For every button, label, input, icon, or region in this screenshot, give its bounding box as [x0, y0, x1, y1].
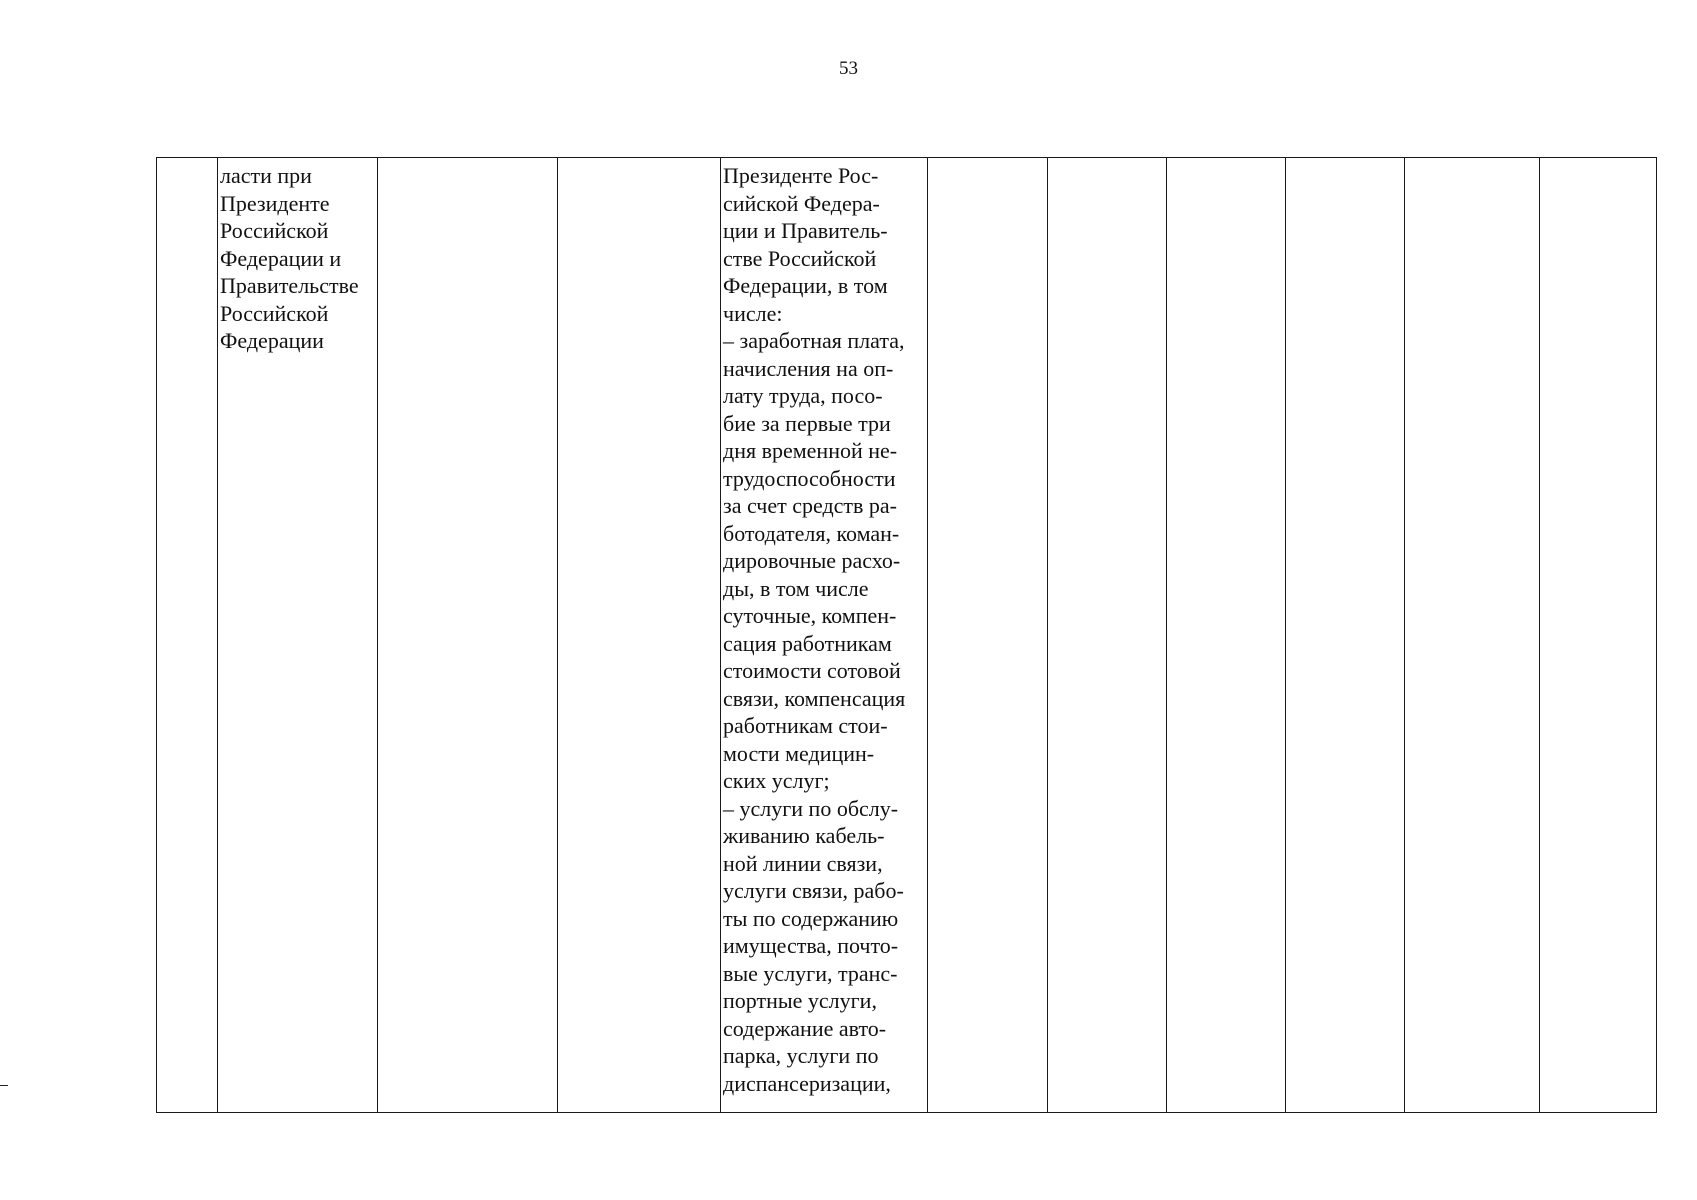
table-cell-col-4 — [558, 158, 721, 1113]
table-cell-col-9 — [1286, 158, 1405, 1113]
table-row — [157, 158, 1657, 1113]
table-cell-col-3 — [378, 158, 558, 1113]
budget-table — [156, 157, 1657, 1113]
table-cell-col-7 — [1048, 158, 1167, 1113]
table-cell-col-6 — [928, 158, 1048, 1113]
table-cell-col-1 — [157, 158, 218, 1113]
table-cell-col-10 — [1405, 158, 1540, 1113]
table-cell-col-11 — [1540, 158, 1657, 1113]
expense-description-text: Президенте Рос- сийской Федера- ции и Правитель- стве Российской Федерации, в том числе: – заработная плата, начисления на оп- лату труда, посо- бие за первые три дня временной не- трудоспособности за счет средств ра- ботодателя, коман- дировочные расхо- ды, в том числе суточные, компен- сация работникам стоимости сотовой связи, компенсация работникам стои- мости медицин- ских услуг; – услуги по обслу- живанию кабель- ной линии связи, услуги связи, рабо- ты по содержанию имущества, почто- вые услуги, транс- портные услуги, содержание авто- парка, услуги по диспансеризации, — [723, 163, 906, 1096]
org-name-text: ласти при Президенте Российской Федерации и Правительстве Российской Федерации — [220, 163, 359, 353]
table-cell-col-8 — [1167, 158, 1286, 1113]
page-number: 53 — [839, 58, 858, 79]
table-cell-col-5 — [721, 158, 928, 1113]
table-cell-col-2 — [218, 158, 378, 1113]
scan-edge-mark — [0, 1085, 8, 1086]
